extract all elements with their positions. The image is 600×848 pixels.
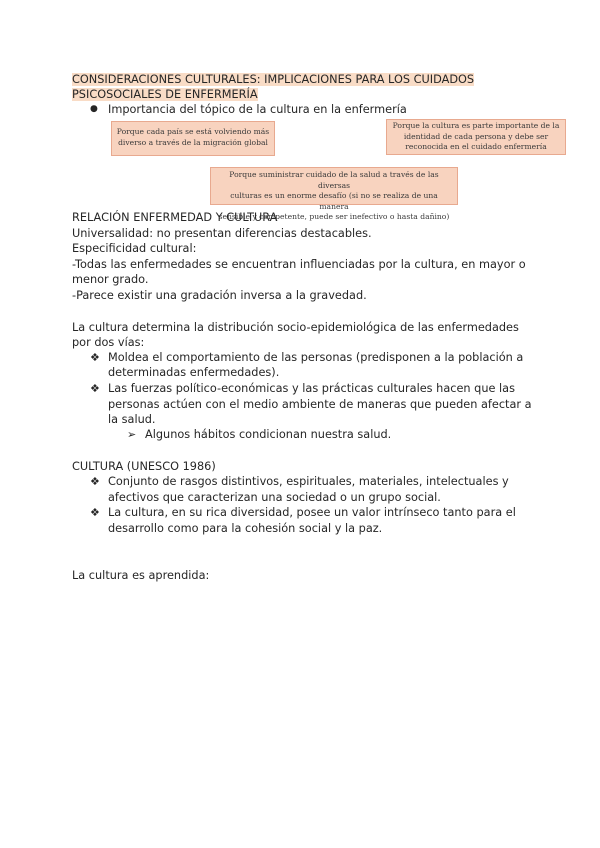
relacion-line-3: -Todas las enfermedades se encuentran influenciadas por la cultura, en mayor o [72, 258, 526, 271]
arrow-bullet-icon: ➢ [127, 428, 137, 441]
distribucion-bullet-2-line-3: la salud. [108, 413, 156, 426]
diamond-bullet-icon: ❖ [90, 351, 100, 364]
unesco-bullet-1-line-1: Conjunto de rasgos distintivos, espirituales, materiales, intelectuales y [108, 475, 509, 488]
relacion-line-2: Especificidad cultural: [72, 242, 197, 255]
unesco-bullet-2-line-2: desarrollo como para la cohesión social y la paz. [108, 522, 383, 535]
diamond-bullet-icon: ❖ [90, 506, 100, 519]
intro-bullet-text: Importancia del tópico de la cultura en la enfermería [108, 103, 407, 116]
unesco-heading: CULTURA (UNESCO 1986) [72, 460, 216, 473]
diamond-bullet-icon: ❖ [90, 475, 100, 488]
unesco-bullet-1-line-2: afectivos que caracterizan una sociedad o un grupo social. [108, 491, 441, 504]
reason-box-migration: Porque cada país se está volviendo más diverso a través de la migración global [111, 121, 275, 156]
reason-box-challenge: Porque suministrar cuidado de la salud a través de las diversas culturas es un enorme desafío (si no se realiza de una manera sensible y competente, puede ser inefectivo o hasta dañino) [210, 167, 458, 205]
distribucion-line-2: por dos vías: [72, 336, 145, 349]
relacion-line-1: Universalidad: no presentan diferencias destacables. [72, 227, 372, 240]
title-line-2: PSICOSOCIALES DE ENFERMERÍA [72, 88, 258, 101]
relacion-line-4: menor grado. [72, 273, 149, 286]
title-line-1: CONSIDERACIONES CULTURALES: IMPLICACIONES PARA LOS CUIDADOS [72, 73, 475, 86]
distribucion-bullet-2-line-1: Las fuerzas político-económicas y las prácticas culturales hacen que las [108, 382, 515, 395]
distribucion-bullet-1-line-1: Moldea el comportamiento de las personas (predisponen a la población a [108, 351, 524, 364]
distribucion-bullet-1-line-2: determinadas enfermedades). [108, 366, 280, 379]
distribucion-sub-bullet: Algunos hábitos condicionan nuestra salud. [145, 428, 392, 441]
aprendida-line: La cultura es aprendida: [72, 569, 210, 582]
unesco-bullet-2-line-1: La cultura, en su rica diversidad, posee un valor intrínseco tanto para el [108, 506, 516, 519]
distribucion-bullet-2-line-2: personas actúen con el medio ambiente de maneras que pueden afectar a [108, 398, 532, 411]
diamond-bullet-icon: ❖ [90, 382, 100, 395]
bullet-dot-icon: ● [90, 104, 98, 114]
relacion-heading: RELACIÓN ENFERMEDAD Y CULTURA [72, 211, 278, 224]
distribucion-line-1: La cultura determina la distribución socio-epidemiológica de las enfermedades [72, 321, 519, 334]
reason-box-identity: Porque la cultura es parte importante de la identidad de cada persona y debe ser reconocida en el cuidado enfermería [386, 119, 566, 155]
relacion-line-5: -Parece existir una gradación inversa a la gravedad. [72, 289, 367, 302]
